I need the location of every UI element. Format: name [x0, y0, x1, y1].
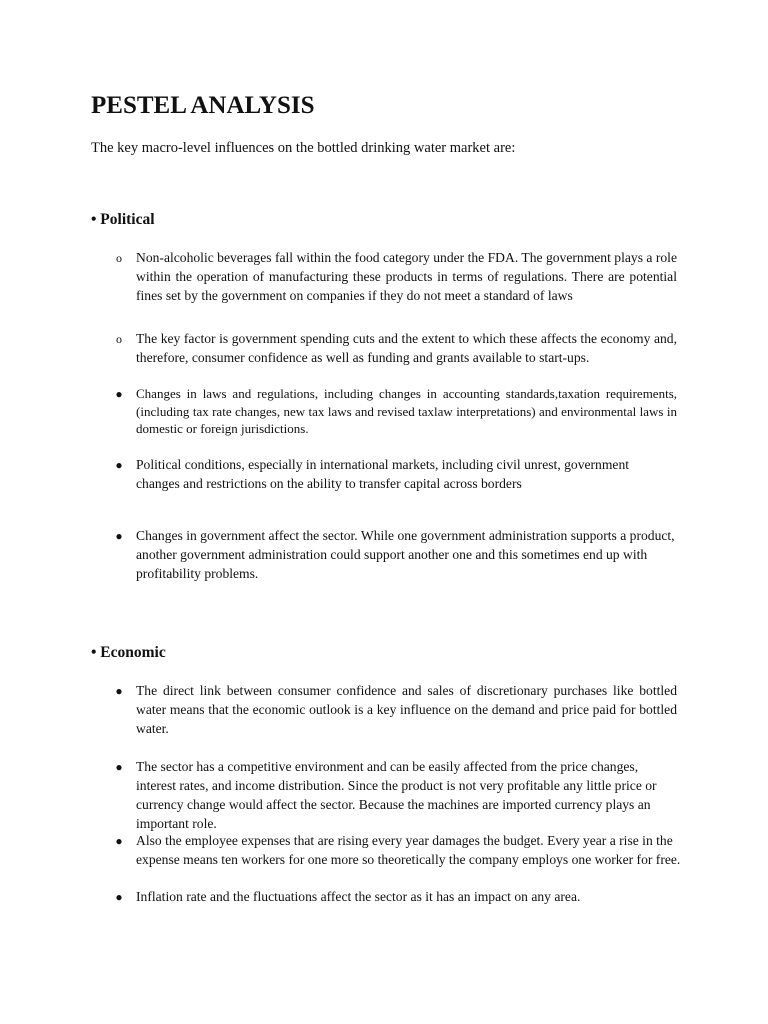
- bullet-icon: ●: [115, 387, 123, 401]
- bullet-icon: ●: [115, 890, 123, 904]
- list-item: Political conditions, especially in international markets, including civil unrest, government changes and restrictions on the ability to transfer capital across borders: [136, 457, 630, 491]
- bullet-icon: ●: [115, 684, 123, 698]
- list-item: Non-alcoholic beverages fall within the food category under the FDA. The government plays a role within the operation of manufacturing these products in terms of regulations. There are potential fines set by the government on companies if they do not meet a standard of laws: [136, 250, 677, 303]
- bullet-icon: ●: [115, 529, 123, 543]
- intro-text: The key macro-level influences on the bottled drinking water market are:: [91, 140, 516, 156]
- list-item: Changes in government affect the sector. While one government administration supports a product, another government administration could support another one and this sometimes end up with profitability problems.: [136, 528, 675, 581]
- list-item: Changes in laws and regulations, including changes in accounting standards,taxation requirements, (including tax rate changes, new tax laws and revised taxlaw interpretations) and environmental laws in domestic or foreign jurisdictions.: [136, 386, 677, 436]
- section-heading-political: • Political: [91, 211, 155, 228]
- list-item: The sector has a competitive environment and can be easily affected from the price changes, interest rates, and income distribution. Since the product is not very profitable any little price or currency change would affect the sector. Because the machines are imported currency plays an important role.: [136, 759, 657, 831]
- list-item: The key factor is government spending cuts and the extent to which these affects the economy and, therefore, consumer confidence as well as funding and grants available to start-ups.: [136, 331, 677, 365]
- hollow-bullet-icon: o: [116, 332, 122, 346]
- list-item: Also the employee expenses that are rising every year damages the budget. Every year a rise in the expense means ten workers for one more so theoretically the company employs one worker for free.: [136, 833, 681, 867]
- page-title: PESTEL ANALYSIS: [91, 92, 315, 119]
- bullet-icon: ●: [115, 458, 123, 472]
- bullet-icon: ●: [115, 834, 123, 848]
- list-item: Inflation rate and the fluctuations affect the sector as it has an impact on any area.: [136, 889, 581, 904]
- hollow-bullet-icon: o: [116, 251, 122, 265]
- section-heading-economic: • Economic: [91, 644, 166, 661]
- bullet-icon: ●: [115, 760, 123, 774]
- list-item: The direct link between consumer confidence and sales of discretionary purchases like bottled water means that the economic outlook is a key influence on the demand and price paid for bottled water.: [136, 683, 677, 736]
